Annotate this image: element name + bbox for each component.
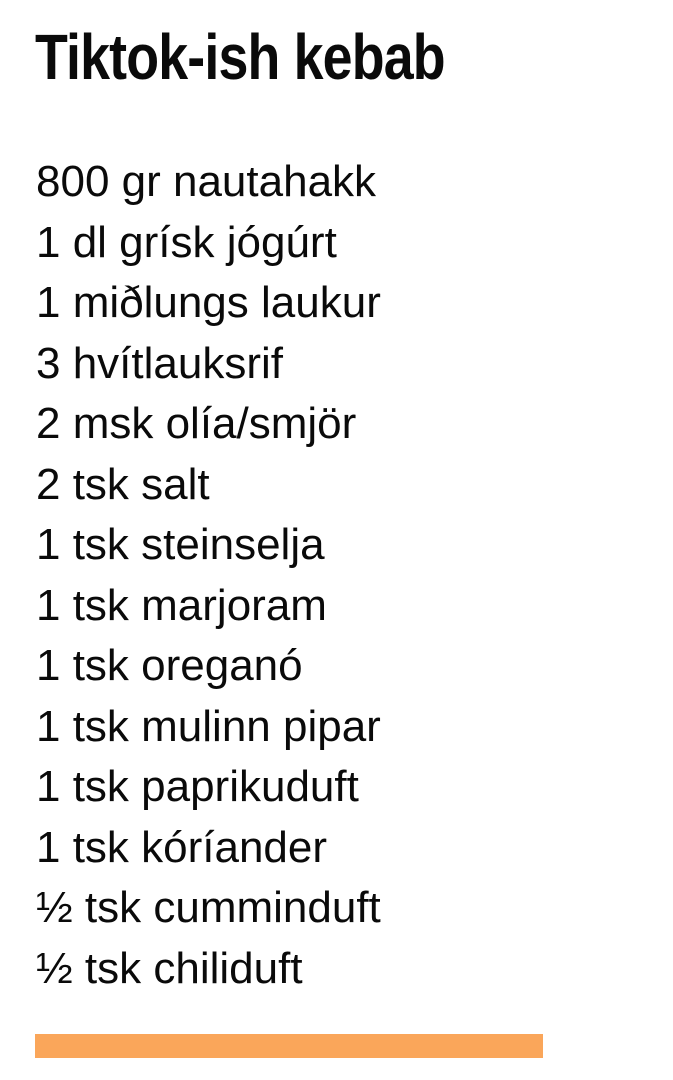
ingredient-line: 1 tsk kóríander [36,822,328,872]
ingredient-line: 1 tsk paprikuduft [36,762,359,811]
ingredient-line: 1 tsk steinselja [36,520,325,569]
ingredient-line: 1 dl grísk jógúrt [36,217,337,267]
ingredient-line: 2 tsk salt [36,459,210,509]
ingredient-list [36,152,381,999]
recipe-title: Tiktok-ish kebab [35,21,445,93]
ingredient-line: 1 tsk mulinn pipar [36,701,381,751]
ingredient-line: 3 hvítlauksrif [36,338,283,388]
ingredient-line: 1 tsk oreganó [36,641,303,690]
ingredient-line: 1 miðlungs laukur [36,278,381,327]
divider-bar [35,1034,543,1058]
ingredient-line: ½ tsk chiliduft [36,943,303,993]
ingredient-line: 1 tsk marjoram [36,580,327,630]
ingredient-line: 2 msk olía/smjör [36,399,357,448]
ingredient-line: 800 gr nautahakk [36,157,377,206]
ingredient-line: ½ tsk cumminduft [36,883,381,932]
